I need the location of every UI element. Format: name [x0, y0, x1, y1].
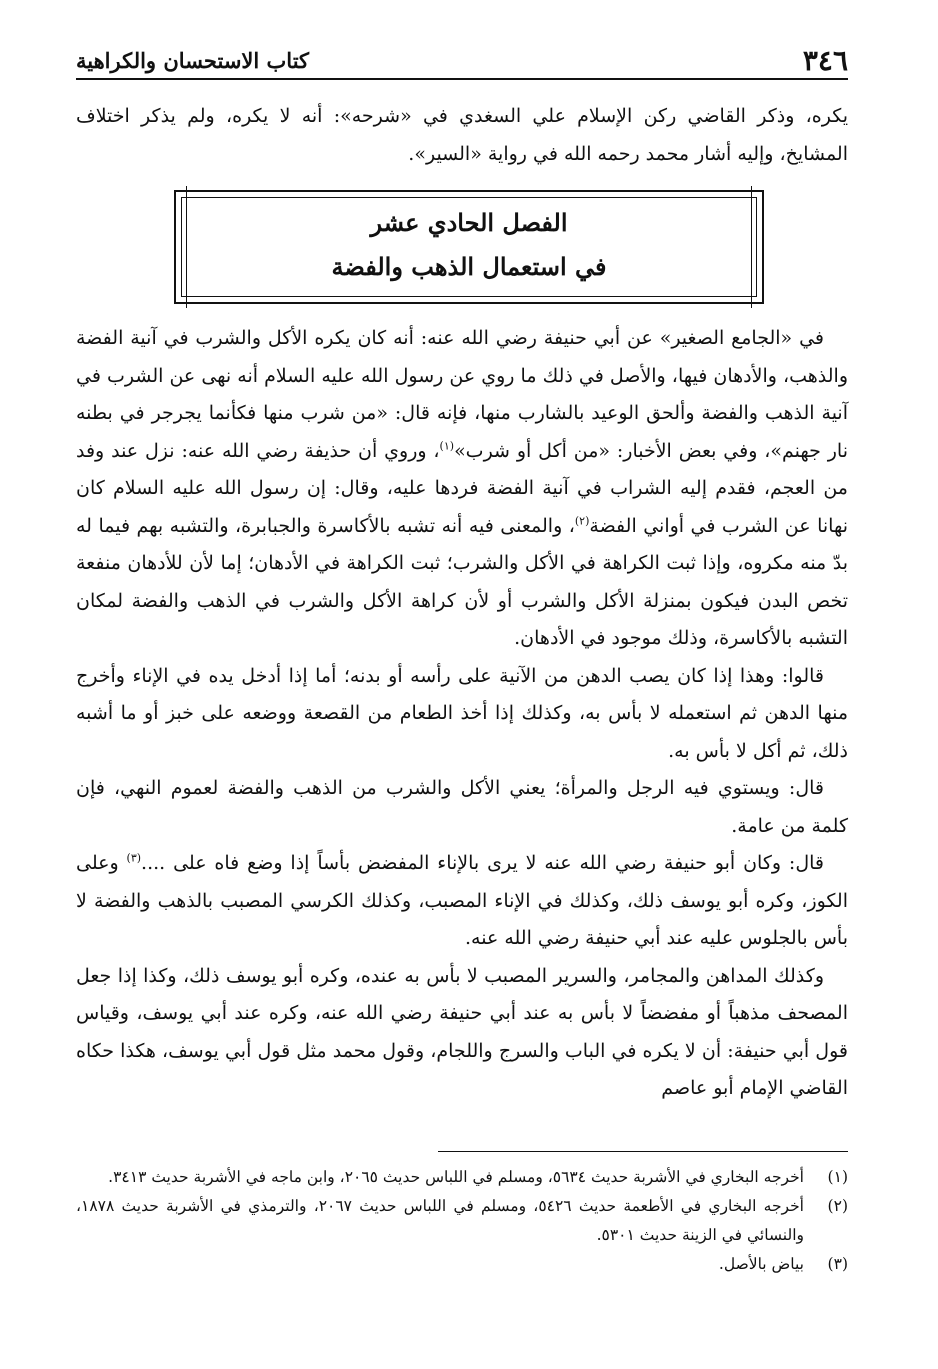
- book-title: كتاب الاستحسان والكراهية: [76, 48, 310, 73]
- paragraph-5: وكذلك المداهن والمجامر، والسرير المصبب لا بأس به عنده، وكره أبو يوسف ذلك، وكذا إذا جعل المصحف مذهباً أو مفضضاً لا بأس به عند أبي حنيفة رضي الله عنه، وكره عند أبي يوسف، وقياس قول أبي حنيفة: أن لا يكره في الباب والسرج واللجام، وقول محمد مثل قول أبي يوسف، هكذا حكاه القاضي الإمام أبو عاصم: [76, 964, 848, 1099]
- frame-ornament-left: [186, 186, 187, 308]
- footnotes: [76, 1163, 848, 1279]
- footnote-item: [76, 1250, 848, 1279]
- footnote-text: بياض بالأصل.: [718, 1255, 804, 1273]
- footnote-ref-3: (٣): [126, 851, 142, 865]
- paragraph-2: قالوا: وهذا إذا كان يصب الدهن من الآنية على رأسه أو بدنه؛ أما إذا أدخل يده في الإناء وأخرج منها الدهن ثم استعمله لا بأس به، وكذلك إذا أخذ الطعام من القصعة ووضعه على خبز أو ما أشبه ذلك، ثم أكل لا بأس به.: [76, 664, 848, 762]
- paragraph-1-part-a: في «الجامع الصغير» عن أبي حنيفة رضي الله عنه: أنه كان يكره الأكل والشرب في آنية الفضة والذهب، والأدهان فيها، والأصل في ذلك ما روي عن رسول الله عليه السلام أنه نهى عن الشرب في آنية الذهب والفضة وألحق الوعيد بالشارب منها، فإنه قال: «من شرب منها فكأنما يجرجر في بطنه نار جهنم»، وفي بعض الأخبار: «من أكل أو شرب»: [76, 327, 848, 462]
- footnote-item: [76, 1192, 848, 1250]
- paragraph-4-part-a: قال: وكان أبو حنيفة رضي الله عنه لا يرى بالإناء المفضض بأساً إذا وضع فاه على ....: [141, 852, 824, 874]
- paragraph-1-part-c: ، والمعنى فيه أنه تشبه بالأكاسرة والجبابرة، والتشبه بهم فيما له بدّ منه مكروه، وإذا ثبت الكراهة في الأكل والشرب؛ ثبت الكراهة في الأدهان؛ إما لأن للأدهان منفعة تخص البدن فيكون بمنزلة الأكل والشرب أو لأن كراهة الأكل والشرب في الذهب والفضة لمكان التشبه بالأكاسرة، وذلك موجود في الأدهان.: [76, 514, 848, 649]
- chapter-heading-box: [174, 190, 764, 304]
- footnote-number: (٢): [827, 1197, 848, 1215]
- paragraph-4-part-b: وعلى الكوز، وكره أبو يوسف ذلك، وكذلك في الإناء المصبب، وكذلك الكرسي المصبب بالذهب والفضة لا بأس بالجلوس عليه عند أبي حنيفة رضي الله عنه.: [76, 852, 848, 949]
- footnote-separator: [438, 1151, 848, 1152]
- footnote-text: أخرجه البخاري في الأشربة حديث ٥٦٣٤، ومسلم في اللباس حديث ٢٠٦٥، وابن ماجه في الأشربة حديث ٣٤١٣.: [108, 1168, 804, 1186]
- footnote-text: أخرجه البخاري في الأطعمة حديث ٥٤٢٦، ومسلم في اللباس حديث ٢٠٦٧، والترمذي في الأشربة حديث ١٨٧٨، والنسائي في الزينة حديث ٥٣٠١.: [76, 1197, 804, 1244]
- running-header: [76, 38, 848, 80]
- page-number: ٣٤٦: [802, 44, 848, 77]
- chapter-title-line2: في استعمال الذهب والفضة: [331, 252, 607, 281]
- paragraph-1-part-b: ، وروي أن حذيفة رضي الله عنه: نزل عند وفد من العجم، فقدم إليه الشراب في آنية الفضة فردها عليه، وقال: إن رسول الله عليه السلام كان نهانا عن الشرب في أواني الفضة: [76, 439, 848, 537]
- paragraph-3: قال: ويستوي فيه الرجل والمرأة؛ يعني الأكل والشرب من الذهب والفضة لعموم النهي، فإن كلمة من عامة.: [76, 777, 848, 837]
- paragraph-4: [76, 845, 848, 958]
- footnote-item: [76, 1163, 848, 1192]
- chapter-title-line1: الفصل الحادي عشر: [370, 208, 568, 237]
- footnote-ref-1: (١): [439, 439, 455, 453]
- intro-paragraph: يكره، وذكر القاضي ركن الإسلام علي السغدي في «شرحه»: أنه لا يكره، ولم يذكر اختلاف المشايخ، وإليه أشار محمد رحمه الله في رواية «السير».: [76, 105, 848, 165]
- main-text: [76, 320, 848, 1108]
- footnote-number: (٣): [827, 1255, 848, 1273]
- frame-ornament-right: [751, 186, 752, 308]
- intro-paragraph-block: [76, 98, 848, 173]
- footnote-ref-2: (٢): [574, 514, 590, 528]
- paragraph-1: [76, 320, 848, 658]
- footnote-number: (١): [827, 1168, 848, 1186]
